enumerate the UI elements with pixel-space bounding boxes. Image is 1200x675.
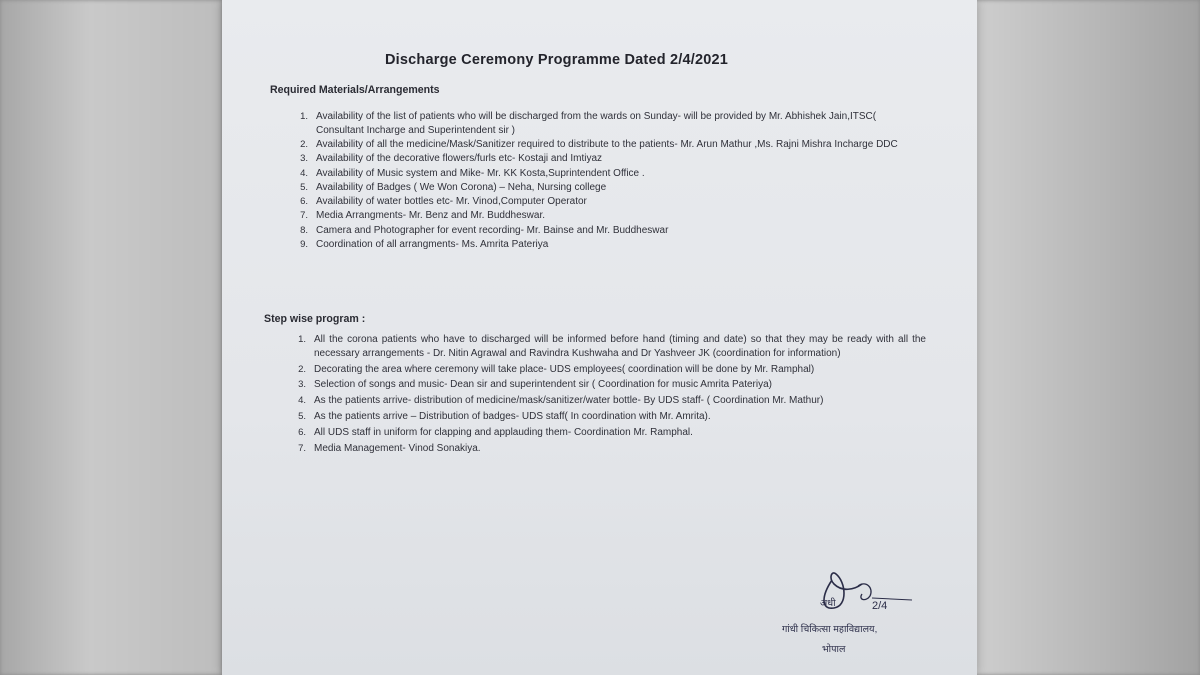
signature-scribble-icon	[762, 560, 952, 670]
list-item: 7. Media Arrangments- Mr. Benz and Mr. Buddheswar.	[300, 210, 545, 222]
signature-stamp	[762, 560, 952, 670]
list-item: 1. All the corona patients who have to discharged will be informed before hand (timing and date) so that they may be ready with all the necessary arrangements - Dr. Nitin Agrawal and Ravindra Kushwaha and Dr Yashveer JK (coordination for information)	[298, 334, 926, 359]
list-item: 9. Coordination of all arrangments- Ms. Amrita Pateriya	[300, 239, 549, 251]
list-item: 1. Availability of the list of patients who will be discharged from the wards on Sunday- will be provided by Mr. Abhishek Jain,ITSC( Consultant Incharge and Superintendent sir )	[300, 111, 877, 136]
background-right	[970, 0, 1200, 675]
step-wise-program-list	[298, 333, 926, 458]
background-left	[0, 0, 222, 675]
list-item: 5. As the patients arrive – Distribution of badges- UDS staff( In coordination with Mr. Amrita).	[298, 411, 711, 423]
stamp-line-1: अधी	[820, 598, 836, 609]
list-item: 6. All UDS staff in uniform for clapping and applauding them- Coordination Mr. Ramphal.	[298, 427, 693, 439]
list-item: 2. Decorating the area where ceremony will take place- UDS employees( coordination will be done by Mr. Ramphal)	[298, 363, 815, 375]
list-item: 3. Selection of songs and music- Dean sir and superintendent sir ( Coordination for music Amrita Pateriya)	[298, 379, 772, 391]
list-item: 4. Availability of Music system and Mike- Mr. KK Kosta,Suprintendent Office .	[300, 167, 645, 179]
step-wise-program-heading: Step wise program :	[264, 313, 366, 325]
list-item: 7. Media Management- Vinod Sonakiya.	[298, 443, 481, 455]
document-page	[222, 0, 977, 675]
list-item: 6. Availability of water bottles etc- Mr. Vinod,Computer Operator	[300, 196, 587, 208]
document-title: Discharge Ceremony Programme Dated 2/4/2021	[385, 52, 729, 68]
list-item: 8. Camera and Photographer for event recording- Mr. Bainse and Mr. Buddheswar	[300, 224, 669, 236]
stamp-line-4: भोपाल	[822, 644, 846, 655]
list-item: 5. Availability of Badges ( We Won Corona) – Neha, Nursing college	[300, 181, 607, 193]
required-materials-heading: Required Materials/Arrangements	[270, 84, 440, 96]
stamp-date: 2/4	[872, 600, 888, 612]
list-item: 4. As the patients arrive- distribution of medicine/mask/sanitizer/water bottle- By UDS staff- ( Coordination Mr. Mathur)	[298, 395, 824, 407]
list-item: 3. Availability of the decorative flowers/furls etc- Kostaji and Imtiyaz	[300, 153, 603, 165]
list-item: 2. Availability of all the medicine/Mask/Sanitizer required to distribute to the patients- Mr. Arun Mathur ,Ms. Rajni Mishra Incharge DDC	[300, 139, 898, 150]
required-materials-list	[300, 110, 926, 252]
stamp-line-3: गांधी चिकित्सा महाविद्यालय,	[782, 624, 878, 635]
